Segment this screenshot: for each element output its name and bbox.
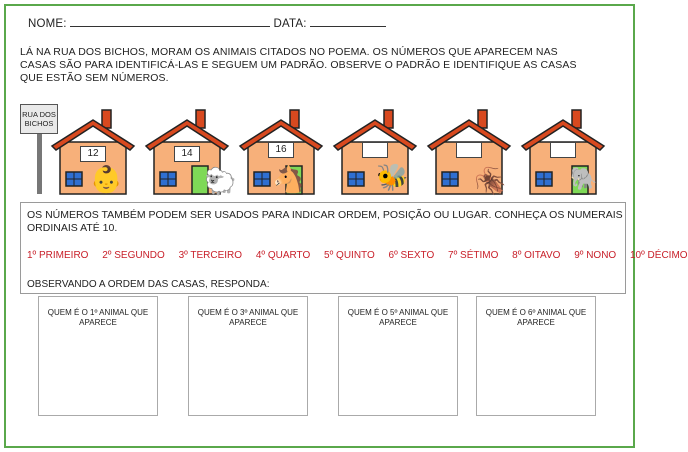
- street-scene: [6, 94, 637, 204]
- date-label: DATA:: [273, 18, 307, 30]
- worksheet-page: [4, 4, 688, 448]
- question-box-2[interactable]: [188, 296, 308, 416]
- house-4: [332, 106, 418, 198]
- name-label: NOME:: [28, 18, 67, 30]
- house-number-empty[interactable]: [456, 142, 482, 158]
- question-box-4[interactable]: [476, 296, 596, 416]
- question-text: QUEM É O 3º ANIMAL QUE APARECE: [197, 308, 299, 327]
- ordinal-item: 8º OITAVO: [512, 250, 561, 261]
- question-text: QUEM É O 6º ANIMAL QUE APARECE: [485, 308, 587, 327]
- ordinals-intro: OS NÚMEROS TAMBÉM PODEM SER USADOS PARA INDICAR ORDEM, POSIÇÃO OU LUGAR. CONHEÇA OS NUMERAIS ORDINAIS ATÉ 10.: [27, 209, 623, 234]
- house-number: 16: [268, 142, 294, 158]
- ordinal-item: 9º NONO: [574, 250, 617, 261]
- ordinal-item: 1º PRIMEIRO: [27, 250, 89, 261]
- street-sign: RUA DOS BICHOS: [20, 104, 58, 134]
- ordinal-item: 4º QUARTO: [255, 250, 311, 261]
- ordinal-item: 2º SEGUNDO: [102, 250, 165, 261]
- ordinal-item: 7º SÉTIMO: [448, 250, 499, 261]
- house-3: [238, 106, 324, 198]
- house-1: [50, 106, 136, 198]
- house-number: 12: [80, 146, 106, 162]
- question-text: QUEM É O 1º ANIMAL QUE APARECE: [47, 308, 149, 327]
- house-5: [426, 106, 512, 198]
- ordinal-item: 5º QUINTO: [324, 250, 375, 261]
- house-2: [144, 106, 237, 198]
- ordinal-item: 6º SEXTO: [388, 250, 435, 261]
- house-number: 14: [174, 146, 200, 162]
- question-text: QUEM É O 5º ANIMAL QUE APARECE: [347, 308, 449, 327]
- sheep-icon: 🐑: [204, 166, 237, 196]
- house-number-empty[interactable]: [362, 142, 388, 158]
- house-6: [520, 106, 606, 198]
- date-line[interactable]: [310, 16, 386, 27]
- question-box-1[interactable]: [38, 296, 158, 416]
- header: [28, 16, 386, 30]
- horse-icon: 🐴: [272, 164, 305, 194]
- name-line[interactable]: [70, 16, 270, 27]
- bee-icon: 🐝: [376, 162, 409, 192]
- baby-icon: 👶: [90, 164, 123, 194]
- intro-text: LÁ NA RUA DOS BICHOS, MORAM OS ANIMAIS CITADOS NO POEMA. OS NÚMEROS QUE APARECEM NAS CASAS SÃO PARA IDENTIFICÁ-LAS E SEGUEM UM PADRÃO. OBSERVE O PADRÃO E IDENTIFIQUE AS CASAS QUE ESTÃO SEM NÚMEROS.: [20, 46, 577, 84]
- sign-pole: [37, 134, 42, 194]
- ordinals-box: [20, 202, 688, 294]
- house-number-empty[interactable]: [550, 142, 576, 158]
- ordinal-item: 10º DÉCIMO: [630, 250, 688, 261]
- question-intro: OBSERVANDO A ORDEM DAS CASAS, RESPONDA:: [27, 279, 270, 290]
- elephant-icon: 🐘: [570, 166, 598, 191]
- ordinal-item: 3º TERCEIRO: [178, 250, 243, 261]
- question-box-3[interactable]: [338, 296, 458, 416]
- cockroach-icon: 🪳: [474, 166, 507, 196]
- ordinals-list: [27, 250, 688, 261]
